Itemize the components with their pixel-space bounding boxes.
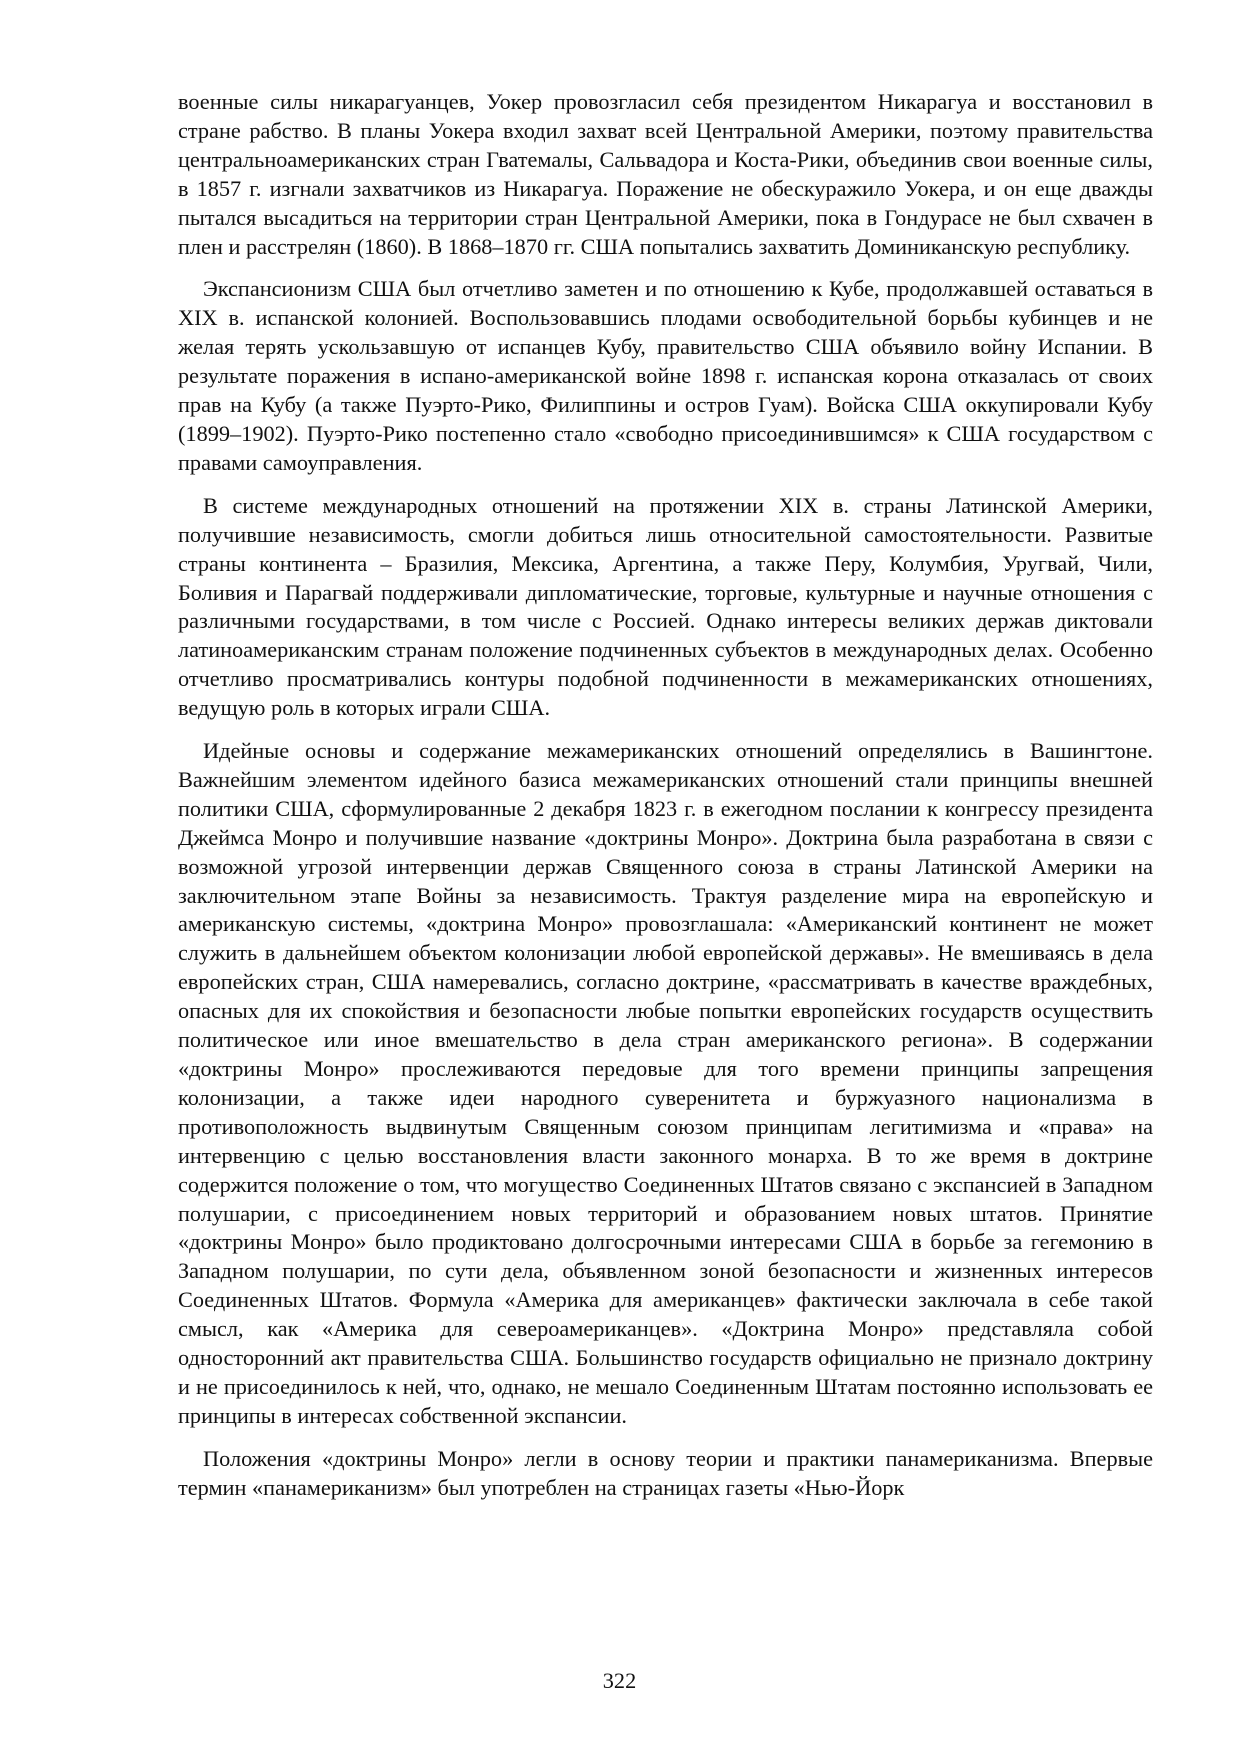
paragraph-panamericanism: Положения «доктрины Монро» легли в основу теории и практики панамериканизма. Впервые термин «панамериканизм» был употреблен на страницах газеты «Нью-Йорк xyxy=(178,1445,1153,1500)
paragraph-latin-america-relations: В системе международных отношений на протяжении XIX в. страны Латинской Америки, получившие независимость, смогли добиться лишь относительной самостоятельности. Развитые страны континента – Бразилия, Мексика, Аргентина, а также Перу, Колумбия, Уругвай, Чили, Боливия и Парагвай поддерживали дипломатические, торговые, культурные и научные отношения с различными государствами, в том числе с Россией. Однако интересы великих держав диктовали латиноамериканским странам положение подчиненных субъектов в международных делах. Особенно отчетливо просматривались контуры подобной подчиненности в межамериканских отношениях, ведущую роль в которых играли США. xyxy=(178,492,1153,721)
paragraph-cuba-expansion: Экспансионизм США был отчетливо заметен и по отношению к Кубе, продолжавшей оставаться в XIX в. испанской колонией. Воспользовавшись плодами освободительной борьбы кубинцев и не желая терять ускользавшую от испанцев Кубу, правительство США объявило войну Испании. В результате поражения в испано-американской войне 1898 г. испанская корона отказалась от своих прав на Кубу (а также Пуэрто-Рико, Филиппины и остров Гуам). Войска США оккупировали Кубу (1899–1902). Пуэрто-Рико постепенно стало «свободно присоединившимся» к США государством с правами самоуправления. xyxy=(178,276,1153,475)
paragraph-monroe-doctrine: Идейные основы и содержание межамериканских отношений определялись в Вашингтоне. Важнейшим элементом идейного базиса межамериканских отношений стали принципы внешней политики США, сформулированные 2 декабря 1823 г. в ежегодном послании к конгрессу президента Джеймса Монро и получившие название «доктрины Монро». Доктрина была разработана в связи с возможной угрозой интервенции держав Священного союза в страны Латинской Америки на заключительном этапе Войны за независимость. Трактуя разделение мира на европейскую и американскую системы, «доктрина Монро» провозглашала: «Американский континент не может служить в дальнейшем объектом колонизации любой европейской державы». Не вмешиваясь в дела европейских стран, США намеревались, согласно доктрине, «рассматривать в качестве враждебных, опасных для их спокойствия и безопасности любые попытки европейских государств осуществить политическое или иное вмешательство в дела стран американского региона». В содержании «доктрины Монро» прослеживаются передовые для того времени принципы запрещения колонизации, а также идеи народного суверенитета и буржуазного национализма в противоположность выдвинутым Священным союзом принципам легитимизма и «права» на интервенцию с целью восстановления власти законного монарха. В то же время в доктрине содержится положение о том, что могущество Соединенных Штатов связано с экспансией в Западном полушарии, с присоединением новых территорий и образованием новых штатов. Принятие «доктрины Монро» было продиктовано долгосрочными интересами США в борьбе за гегемонию в Западном полушарии, по сути дела, объявленном зоной безопасности и жизненных интересов Соединенных Штатов. Формула «Америка для американцев» фактически заключала в себе такой смысл, как «Америка для североамериканцев». «Доктрина Монро» представляла собой односторонний акт правительства США. Большинство государств официально не признало доктрину и не присоединилось к ней, что, однако, не мешало Соединенным Штатам постоянно использовать ее принципы в интересах собственной экспансии. xyxy=(178,738,1153,1428)
paragraph-continuation: военные силы никарагуанцев, Уокер провозгласил себя президентом Никарагуа и восстановил в стране рабство. В планы Уокера входил захват всей Центральной Америки, поэтому правительства центральноамериканских стран Гватемалы, Сальвадора и Коста-Рики, объединив свои военные силы, в 1857 г. изгнали захватчиков из Никарагуа. Поражение не обескуражило Уокера, и он еще дважды пытался высадиться на территории стран Центральной Америки, пока в Гондурасе не был схвачен в плен и расстрелян (1860). В 1868–1870 гг. США попытались захватить Доминиканскую республику. xyxy=(178,89,1153,259)
page-number: 322 xyxy=(602,1668,637,1693)
page-body xyxy=(178,88,1153,1517)
